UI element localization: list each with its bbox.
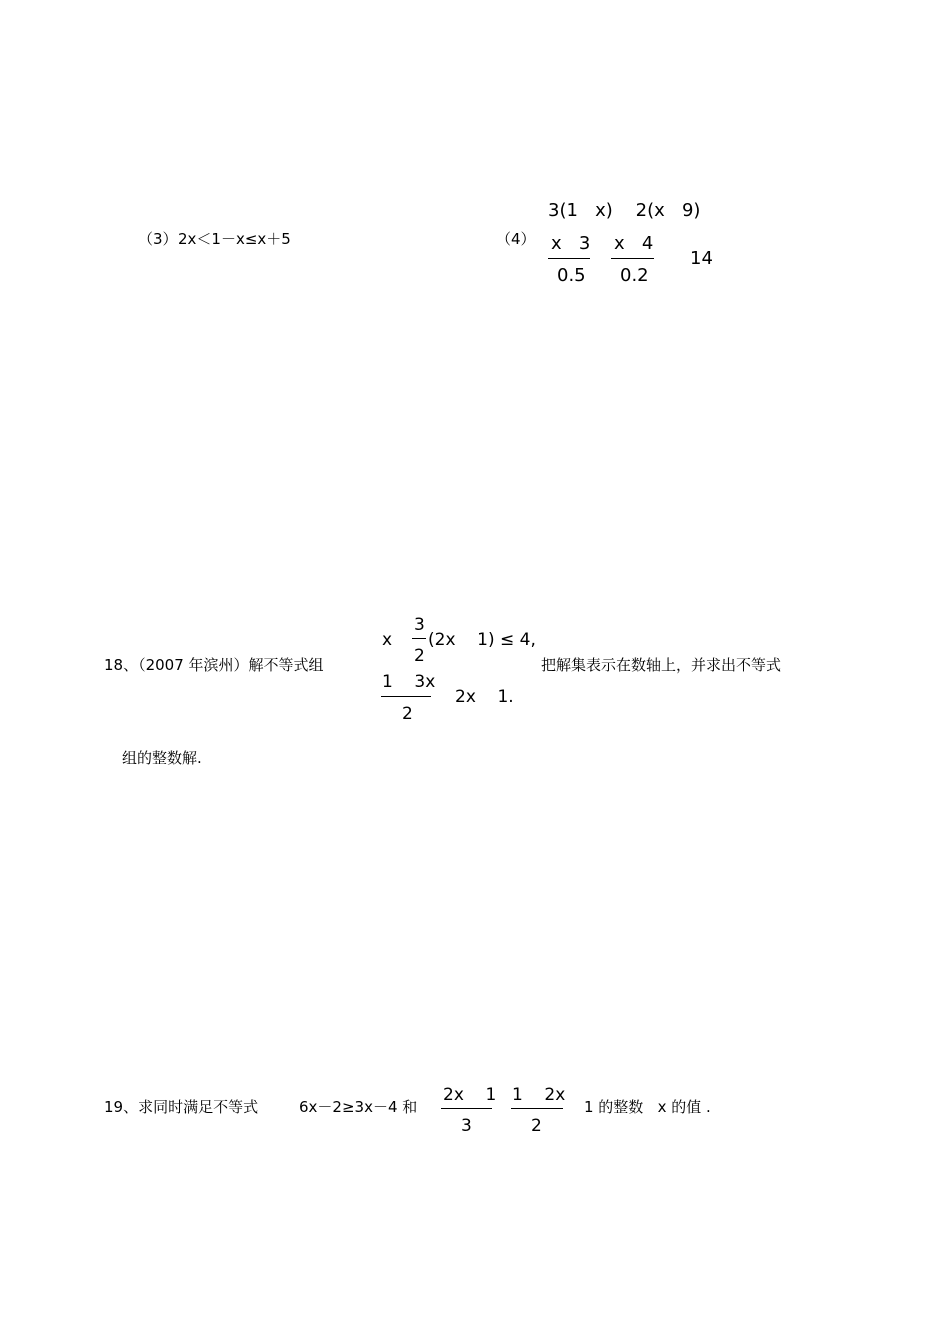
part4-label: （4） (496, 230, 536, 248)
part4-frac2-bar (611, 258, 654, 259)
problem18-row2-frac-bar (381, 696, 431, 697)
problem19-inequality1: 6x－2≥3x－4 和 (299, 1098, 418, 1116)
part4-frac1-numerator: x 3 (551, 233, 591, 254)
problem19-frac2-denominator: 2 (531, 1116, 542, 1136)
problem18-row2-rest: 2x 1. (455, 687, 514, 707)
part4-frac1-bar (548, 258, 590, 259)
problem19-tail: 1 的整数 x 的值 . (584, 1098, 711, 1116)
part4-rhs: 14 (690, 248, 713, 269)
part3-inequality: 2x＜1－x≤x＋5 (178, 230, 291, 248)
problem18-row1-x: x (382, 630, 393, 650)
problem19-lead: 19、求同时满足不等式 (104, 1098, 259, 1116)
problem18-row1-rest: (2x 1) ≤ 4, (428, 630, 536, 650)
problem18-lead: 18、（2007 年滨州）解不等式组 (104, 656, 324, 674)
part4-frac2-numerator: x 4 (614, 233, 654, 254)
problem19-frac2-numerator: 1 2x (512, 1085, 566, 1105)
problem18-tail: 把解集表示在数轴上，并求出不等式 (541, 656, 782, 674)
part4-frac1-denominator: 0.5 (557, 265, 586, 286)
problem19-frac1-denominator: 3 (461, 1116, 472, 1136)
part4-frac2-denominator: 0.2 (620, 265, 649, 286)
problem19-frac1-bar (441, 1108, 492, 1109)
problem19-frac1-numerator: 2x 1 (443, 1085, 497, 1105)
part4-inequality-line1: 3(1 x) 2(x 9) (548, 200, 701, 221)
problem18-line2: 组的整数解. (122, 749, 202, 767)
problem18-row1-frac-bar (412, 638, 426, 639)
problem18-row1-frac-denominator: 2 (414, 646, 425, 666)
problem18-row2-frac-numerator: 1 3x (382, 672, 436, 692)
part3-label: （3） (138, 230, 178, 248)
problem18-row2-frac-denominator: 2 (402, 704, 413, 724)
problem18-row1-frac-numerator: 3 (414, 615, 425, 635)
problem19-frac2-bar (511, 1108, 563, 1109)
